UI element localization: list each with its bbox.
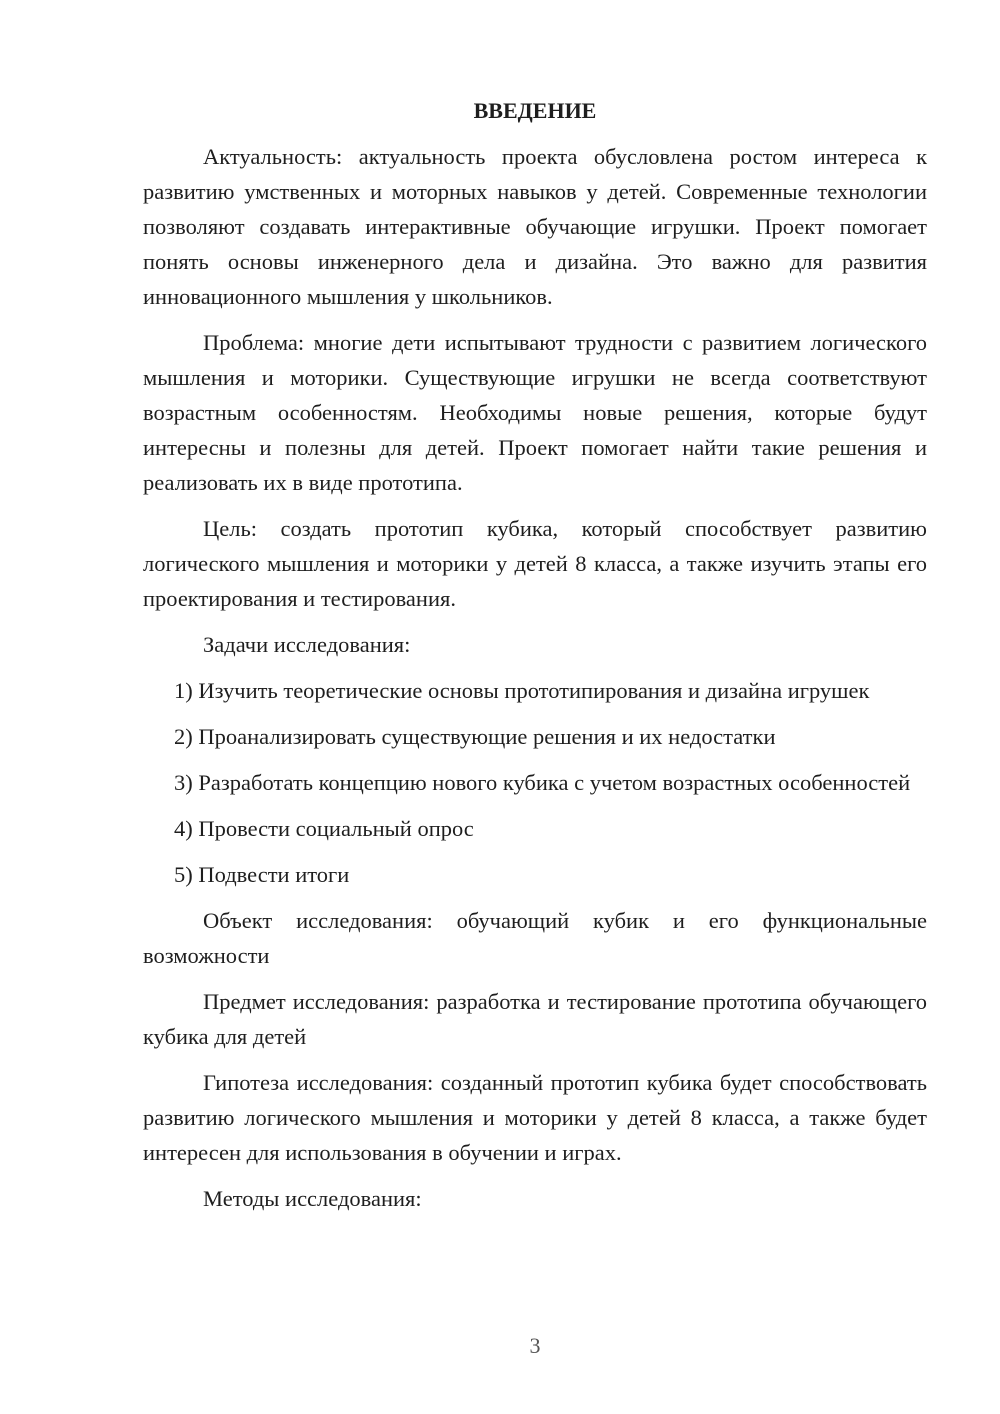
tasks-heading: Задачи исследования:: [203, 632, 411, 657]
methods-heading: Методы исследования:: [203, 1186, 422, 1211]
list-item: 1) Изучить теоретические основы прототипирования и дизайна игрушек: [174, 678, 870, 703]
problem-paragraph: Проблема: многие дети испытывают трудности с развитием логического мышления и моторики. Существующие игрушки не всегда соответствуют возрастным особенностям. Необходимы новые решения, которые будут интересны и полезны для детей. Проект помогает найти такие решения и реализовать их в виде прототипа.: [143, 330, 927, 495]
list-item: 4) Провести социальный опрос: [174, 816, 474, 841]
object-paragraph: Объект исследования: обучающий кубик и его функциональные возможности: [143, 908, 927, 968]
relevance-paragraph: Актуальность: актуальность проекта обусловлена ростом интереса к развитию умственных и моторных навыков у детей. Современные технологии позволяют создавать интерактивные обучающие игрушки. Проект помогает понять основы инженерного дела и дизайна. Это важно для развития инновационного мышления у школьников.: [143, 144, 927, 309]
page-number: 3: [529, 1333, 541, 1358]
list-item: 5) Подвести итоги: [174, 862, 350, 887]
hypothesis-paragraph: Гипотеза исследования: созданный прототип кубика будет способствовать развитию логического мышления и моторики у детей 8 класса, а также будет интересен для использования в обучении и играх.: [143, 1070, 927, 1165]
list-item: 3) Разработать концепцию нового кубика с учетом возрастных особенностей: [174, 770, 911, 795]
document-page: [143, 94, 927, 1227]
goal-paragraph: Цель: создать прототип кубика, который способствует развитию логического мышления и моторики у детей 8 класса, а также изучить этапы его проектирования и тестирования.: [143, 516, 927, 611]
section-title: ВВЕДЕНИЕ: [473, 98, 597, 123]
subject-paragraph: Предмет исследования: разработка и тестирование прототипа обучающего кубика для детей: [143, 989, 927, 1049]
tasks-list: [143, 673, 927, 892]
list-item: 2) Проанализировать существующие решения и их недостатки: [174, 724, 776, 749]
